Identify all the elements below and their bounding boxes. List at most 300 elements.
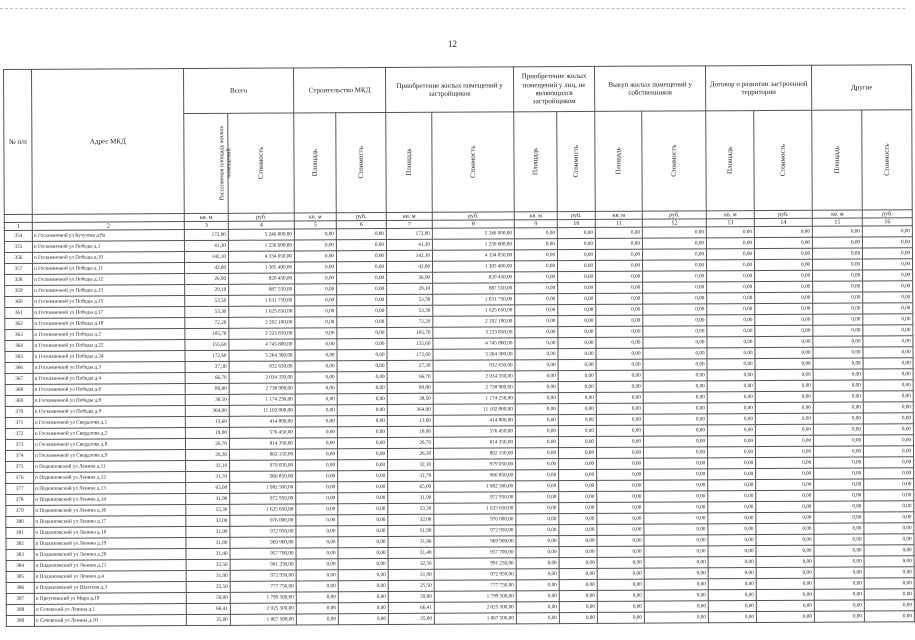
table-cell: 381 <box>6 527 34 538</box>
table-cell: 377 <box>6 483 34 494</box>
table-cell: 0,00 <box>707 326 755 337</box>
table-cell: 0,00 <box>643 249 707 260</box>
table-cell: 0,00 <box>643 436 707 447</box>
table-cell: 0,00 <box>756 523 814 534</box>
table-cell: 0,00 <box>756 490 814 501</box>
table-cell: 0,00 <box>558 425 596 436</box>
table-cell: 0,00 <box>597 513 644 524</box>
table-cell: 53,30 <box>387 305 433 316</box>
table-cell: 0,00 <box>643 392 707 403</box>
table-cell: 0,00 <box>755 402 813 413</box>
table-cell: 31,40 <box>186 548 230 559</box>
table-cell: 1 982 500,00 <box>434 481 516 492</box>
table-cell: 364,00 <box>387 404 433 415</box>
table-cell: 0,00 <box>813 303 863 314</box>
table-cell: п Подкиповский ул Ленина д.17 <box>34 516 186 528</box>
table-cell: 0,00 <box>597 447 644 458</box>
table-cell: 0,00 <box>338 492 388 503</box>
unit-cell: руб. <box>642 211 706 219</box>
table-cell: п Госкимичной ул Победы д.12 <box>33 274 185 286</box>
column-index-cell: 7 <box>386 220 432 228</box>
table-cell: 32,50 <box>388 558 434 569</box>
table-cell: 0,00 <box>756 501 814 512</box>
table-cell: 0,00 <box>708 502 756 513</box>
table-cell: 966 850,00 <box>434 470 516 481</box>
table-cell: 5 246 000,00 <box>432 228 514 239</box>
table-cell: 0,00 <box>295 405 337 416</box>
relocation-table <box>3 64 915 627</box>
table-cell: 0,00 <box>755 303 813 314</box>
table-cell: 0,00 <box>596 337 643 348</box>
table-cell: 89,80 <box>387 382 433 393</box>
table-cell: 5 264 300,00 <box>433 349 515 360</box>
header-cost: Стоимость <box>557 111 596 211</box>
table-cell: 0,00 <box>864 490 914 501</box>
unit-cell: кв. м <box>514 212 557 220</box>
table-cell: 66,41 <box>388 602 434 613</box>
table-cell: 972 950,00 <box>230 570 296 581</box>
table-cell: 0,00 <box>516 470 559 481</box>
table-cell: 0,00 <box>708 469 756 480</box>
table-cell: 0,00 <box>864 556 914 567</box>
table-cell: 0,00 <box>814 512 864 523</box>
table-cell: 0,00 <box>557 238 595 249</box>
table-cell: 29,10 <box>185 284 229 295</box>
table-cell: 0,00 <box>813 336 863 347</box>
table-cell: 0,00 <box>708 557 756 568</box>
table-cell: 0,00 <box>643 425 707 436</box>
table-cell: 0,00 <box>559 590 597 601</box>
table-cell: 0,00 <box>295 295 337 306</box>
table-cell: 0,00 <box>756 534 814 545</box>
table-cell: 0,00 <box>813 358 863 369</box>
table-cell: 0,00 <box>756 468 814 479</box>
table-cell: 38,50 <box>387 393 433 404</box>
table-cell: 0,00 <box>516 536 559 547</box>
table-cell: 0,00 <box>515 382 558 393</box>
table-cell: 0,00 <box>864 567 914 578</box>
table-cell: 0,00 <box>295 350 337 361</box>
table-cell: 0,00 <box>338 503 388 514</box>
table-cell: 0,00 <box>596 260 643 271</box>
table-cell: 0,00 <box>813 281 863 292</box>
table-cell: 388 <box>6 604 34 615</box>
table-cell: 0,00 <box>295 273 337 284</box>
table-cell: 2 738 900,00 <box>433 382 515 393</box>
table-cell: 1 305 400,00 <box>229 262 295 273</box>
table-cell: 376 <box>6 472 34 483</box>
table-cell: 0,00 <box>338 525 388 536</box>
table-cell: 0,00 <box>644 447 708 458</box>
table-cell: 1 305 400,00 <box>433 261 515 272</box>
table-cell: 0,00 <box>337 382 387 393</box>
table-cell: 0,00 <box>338 558 388 569</box>
table-cell: 0,00 <box>812 226 862 237</box>
table-cell: 0,00 <box>337 426 387 437</box>
table-cell: п Подкиповский ул Ленина д.13 <box>34 483 186 495</box>
table-cell: 0,00 <box>516 580 559 591</box>
table-cell: 0,00 <box>337 327 387 338</box>
table-cell: 576 450,00 <box>229 427 295 438</box>
table-cell: 0,00 <box>754 226 812 237</box>
table-cell: 172,60 <box>185 350 229 361</box>
table-cell: 0,00 <box>558 315 596 326</box>
table-cell: 0,00 <box>707 304 755 315</box>
table-cell: 65,00 <box>186 482 230 493</box>
table-cell: 0,00 <box>814 611 864 622</box>
table-cell: 777 750,00 <box>230 581 296 592</box>
table-cell: 0,00 <box>863 369 913 380</box>
table-cell: 29,10 <box>387 283 433 294</box>
table-cell: 32,00 <box>186 515 230 526</box>
table-cell: 0,00 <box>864 435 914 446</box>
table-cell: 0,00 <box>559 557 597 568</box>
table-cell: 0,00 <box>864 545 914 556</box>
table-cell: п Подкиповский ул Ленина д.18 <box>34 527 186 539</box>
table-cell: 0,00 <box>863 281 913 292</box>
column-index-cell: 1 <box>4 222 32 230</box>
table-cell: 0,00 <box>862 237 912 248</box>
table-cell: 0,00 <box>756 567 814 578</box>
table-cell: 53,30 <box>185 306 229 317</box>
table-cell: 0,00 <box>596 271 643 282</box>
table-cell: п Подкиповский ул Ленина д.21 <box>34 560 186 572</box>
table-cell: 0,00 <box>295 416 337 427</box>
table-cell: п Госкимичной ул Победы д.24 <box>33 351 185 363</box>
table-cell: 0,00 <box>514 239 557 250</box>
table-cell: 820 450,00 <box>229 273 295 284</box>
table-cell: 0,00 <box>707 392 755 403</box>
table-cell: 0,00 <box>559 502 597 513</box>
table-cell: 0,00 <box>643 304 707 315</box>
unit-cell: кв. м <box>386 212 432 220</box>
table-cell: 3 223 850,00 <box>229 328 295 339</box>
table-cell: 0,00 <box>812 237 862 248</box>
table-cell: 832 650,00 <box>433 360 515 371</box>
table-cell: 66,70 <box>185 372 229 383</box>
table-cell: 26,30 <box>185 449 229 460</box>
table-cell: 0,00 <box>814 578 864 589</box>
table-cell: 0,00 <box>337 338 387 349</box>
table-cell: 2 025 500,00 <box>230 603 296 614</box>
table-cell: 371 <box>5 417 33 428</box>
table-cell: 32,10 <box>388 459 434 470</box>
table-cell: 382 <box>6 538 34 549</box>
unit-cell: руб. <box>754 210 812 218</box>
table-cell: 0,00 <box>515 261 558 272</box>
table-cell: 814 350,00 <box>433 437 515 448</box>
table-cell: 105,70 <box>387 327 433 338</box>
header-other: Другие <box>812 65 912 111</box>
table-cell: 0,00 <box>596 348 643 359</box>
table-cell: 969 900,00 <box>230 537 296 548</box>
table-cell: п Госкимичной ул Свердлова д.9 <box>33 450 185 462</box>
table-cell: 59,00 <box>388 591 434 602</box>
table-cell: 0,00 <box>708 568 756 579</box>
table-cell: 966 850,00 <box>230 471 296 482</box>
column-index-cell: 3 <box>184 221 228 229</box>
table-cell: 53,50 <box>185 295 229 306</box>
table-cell: 0,00 <box>558 414 596 425</box>
table-cell: 0,00 <box>559 491 597 502</box>
table-cell: 0,00 <box>813 369 863 380</box>
table-cell: 32,10 <box>186 460 230 471</box>
column-index-cell: 5 <box>294 221 336 229</box>
table-cell: 0,00 <box>516 492 559 503</box>
table-cell: 0,00 <box>558 260 596 271</box>
table-cell: 0,00 <box>338 613 388 624</box>
table-cell: 0,00 <box>813 248 863 259</box>
table-cell: 38,50 <box>185 394 229 405</box>
table-cell: 354 <box>4 230 32 241</box>
header-area: Площадь <box>514 112 558 212</box>
table-cell: 814 350,00 <box>229 438 295 449</box>
header-area: Площадь <box>294 113 337 213</box>
table-cell: 0,00 <box>707 381 755 392</box>
table-cell: 31,90 <box>388 525 434 536</box>
table-cell: п Госкимичной ул Победы д.17 <box>33 307 185 319</box>
table-cell: п Госкимичной ул Победы д.1 <box>32 241 184 253</box>
table-cell: 53,30 <box>388 503 434 514</box>
table-cell: 0,00 <box>707 282 755 293</box>
table-cell: 25,50 <box>388 580 434 591</box>
table-cell: 0,00 <box>337 283 387 294</box>
table-cell: 0,00 <box>644 601 708 612</box>
table-cell: 0,00 <box>706 238 754 249</box>
table-cell: 0,00 <box>708 458 756 469</box>
table-cell: 0,00 <box>338 591 388 602</box>
table-cell: 0,00 <box>643 315 707 326</box>
table-cell: 0,00 <box>338 569 388 580</box>
header-total: Всего <box>184 68 294 114</box>
table-cell: 0,00 <box>597 480 644 491</box>
table-cell: 0,00 <box>596 304 643 315</box>
table-cell: 0,00 <box>559 480 597 491</box>
table-cell: 0,00 <box>558 304 596 315</box>
table-cell: 0,00 <box>863 358 913 369</box>
table-cell: 26,70 <box>387 437 433 448</box>
table-cell: 0,00 <box>338 481 388 492</box>
table-cell: 359 <box>5 285 33 296</box>
table-cell: 0,00 <box>814 567 864 578</box>
table-cell: 0,00 <box>863 259 913 270</box>
table-cell: 0,00 <box>643 260 707 271</box>
table-cell: 0,00 <box>337 316 387 327</box>
table-cell: 0,00 <box>515 338 558 349</box>
table-cell: 105,70 <box>185 328 229 339</box>
table-cell: 0,00 <box>644 579 708 590</box>
table-cell: 0,00 <box>814 534 864 545</box>
table-cell: 0,00 <box>813 413 863 424</box>
table-cell: 0,00 <box>755 358 813 369</box>
table-cell: 0,00 <box>294 240 336 251</box>
table-cell: 0,00 <box>755 369 813 380</box>
table-cell: п Госкимичной ул Свердлова д.2 <box>33 428 185 440</box>
table-cell: 0,00 <box>296 460 338 471</box>
table-cell: 0,00 <box>596 293 643 304</box>
table-cell: 0,00 <box>864 446 914 457</box>
table-cell: 0,00 <box>516 525 559 536</box>
table-cell: 0,00 <box>643 359 707 370</box>
table-cell: 0,00 <box>596 414 643 425</box>
table-cell: 0,00 <box>707 414 755 425</box>
table-cell: 0,00 <box>756 589 814 600</box>
table-cell: 72,20 <box>185 317 229 328</box>
table-cell: 389 <box>6 615 34 626</box>
table-cell: 0,00 <box>814 435 864 446</box>
table-cell: 0,00 <box>597 535 644 546</box>
column-index-cell: 16 <box>862 218 912 226</box>
table-cell: 0,00 <box>756 611 814 622</box>
table-cell: 5 246 000,00 <box>228 229 294 240</box>
column-index-cell: 11 <box>595 219 642 227</box>
column-index-cell: 6 <box>336 220 386 228</box>
table-cell: 0,00 <box>708 590 756 601</box>
table-cell: 0,00 <box>558 392 596 403</box>
table-cell: 0,00 <box>755 314 813 325</box>
table-cell: 18,90 <box>387 426 433 437</box>
table-cell: 13,60 <box>387 415 433 426</box>
table-cell: 0,00 <box>516 448 559 459</box>
table-cell: 0,00 <box>644 590 708 601</box>
table-cell: 0,00 <box>597 491 644 502</box>
table-cell: 0,00 <box>516 459 559 470</box>
table-cell: 32,50 <box>186 559 230 570</box>
table-cell: 0,00 <box>644 557 708 568</box>
table-cell: 53,30 <box>186 504 230 515</box>
column-index-cell: 14 <box>754 218 812 226</box>
table-cell: 0,00 <box>596 315 643 326</box>
table-cell: 887 550,00 <box>433 283 515 294</box>
table-cell: 0,00 <box>559 568 597 579</box>
table-cell: п Госкимичной ул Свердлова д.8 <box>33 439 185 451</box>
table-cell: п Подкиповский ул Ленина д.11 <box>34 461 186 473</box>
table-cell: 155,60 <box>185 339 229 350</box>
table-cell: 0,00 <box>558 403 596 414</box>
table-cell: п Госкимичной ул Победы д.6 <box>33 384 185 396</box>
table-cell: 42,80 <box>387 261 433 272</box>
table-cell: 0,00 <box>559 469 597 480</box>
table-cell: 0,00 <box>516 503 559 514</box>
table-cell: 1 067 500,00 <box>230 614 296 625</box>
table-cell: 0,00 <box>295 317 337 328</box>
table-cell: 0,00 <box>643 271 707 282</box>
table-cell: 0,00 <box>643 403 707 414</box>
table-cell: 0,00 <box>644 546 708 557</box>
table-cell: 1 256 600,00 <box>228 240 294 251</box>
table-cell: 0,00 <box>597 458 644 469</box>
table-cell: 0,00 <box>708 546 756 557</box>
page-number: 12 <box>448 39 457 49</box>
table-cell: 0,00 <box>707 337 755 348</box>
table-cell: 0,00 <box>595 227 642 238</box>
table-cell: 0,00 <box>296 471 338 482</box>
table-cell: 3 223 850,00 <box>433 327 515 338</box>
table-cell: 31,90 <box>186 526 230 537</box>
table-cell: 0,00 <box>338 514 388 525</box>
table-cell: 0,00 <box>515 316 558 327</box>
table-cell: 4 334 050,00 <box>228 251 294 262</box>
table-cell: 0,00 <box>296 559 338 570</box>
table-cell: п Подкиповский ул Ленина д.19 <box>34 538 186 550</box>
table-cell: 0,00 <box>559 579 597 590</box>
table-cell: 360 <box>5 296 33 307</box>
table-cell: 0,00 <box>337 437 387 448</box>
table-cell: 0,00 <box>756 512 814 523</box>
table-cell: 0,00 <box>756 457 814 468</box>
table-cell: 380 <box>6 516 34 527</box>
table-cell: 27,30 <box>387 360 433 371</box>
table-cell: 0,00 <box>596 392 643 403</box>
table-cell: 387 <box>6 593 34 604</box>
column-index-cell: 15 <box>812 218 862 226</box>
unit-cell: кв. м <box>812 210 862 218</box>
table-cell: 0,00 <box>864 534 914 545</box>
table-cell: 0,00 <box>516 591 559 602</box>
table-cell: 355 <box>4 241 32 252</box>
table-cell: 0,00 <box>296 537 338 548</box>
table-cell: 0,00 <box>756 435 814 446</box>
table-cell: 1 631 750,00 <box>433 294 515 305</box>
table-cell: 32,00 <box>388 514 434 525</box>
table-cell: 0,00 <box>338 580 388 591</box>
table-cell: 0,00 <box>516 613 559 624</box>
table-cell: 1 174 250,00 <box>229 394 295 405</box>
table-cell: 0,00 <box>707 271 755 282</box>
unit-cell: руб. <box>432 212 514 220</box>
table-cell: 0,00 <box>707 249 755 260</box>
table-cell: 0,00 <box>644 469 708 480</box>
table-cell: 363 <box>5 329 33 340</box>
table-cell: 0,00 <box>596 359 643 370</box>
table-cell: 0,00 <box>814 468 864 479</box>
table-cell: 0,00 <box>295 361 337 372</box>
table-cell: 972 950,00 <box>434 525 516 536</box>
table-cell: 0,00 <box>813 314 863 325</box>
table-cell: 1 625 650,00 <box>230 504 296 515</box>
table-cell: 0,00 <box>864 479 914 490</box>
table-cell: 0,00 <box>644 524 708 535</box>
table-cell: 0,00 <box>814 589 864 600</box>
table-cell: 0,00 <box>643 414 707 425</box>
table-cell: 4 745 800,00 <box>433 338 515 349</box>
table-cell: 0,00 <box>515 327 558 338</box>
table-cell: 0,00 <box>755 391 813 402</box>
table-cell: 0,00 <box>863 270 913 281</box>
table-cell: 142,10 <box>386 250 432 261</box>
table-cell: 361 <box>5 307 33 318</box>
table-cell: 0,00 <box>863 314 913 325</box>
table-cell: 0,00 <box>337 371 387 382</box>
table-cell: 0,00 <box>338 470 388 481</box>
table-cell: 385 <box>6 571 34 582</box>
table-cell: 0,00 <box>707 370 755 381</box>
table-cell: 0,00 <box>756 479 814 490</box>
header-cost: Стоимость <box>336 112 387 212</box>
table-cell: 0,00 <box>814 490 864 501</box>
table-cell: 0,00 <box>337 261 387 272</box>
table-cell: п Госкимичной ул Победы д.22 <box>33 340 185 352</box>
table-cell: 0,00 <box>707 315 755 326</box>
table-cell: 0,00 <box>596 381 643 392</box>
table-cell: п Преуповский ул Мира д.19 <box>34 593 186 605</box>
table-cell: 0,00 <box>708 447 756 458</box>
column-index-cell: 4 <box>228 221 294 229</box>
table-cell: 0,00 <box>597 579 644 590</box>
table-cell: 0,00 <box>337 272 387 283</box>
table-cell: 0,00 <box>863 424 913 435</box>
table-cell: 0,00 <box>708 524 756 535</box>
